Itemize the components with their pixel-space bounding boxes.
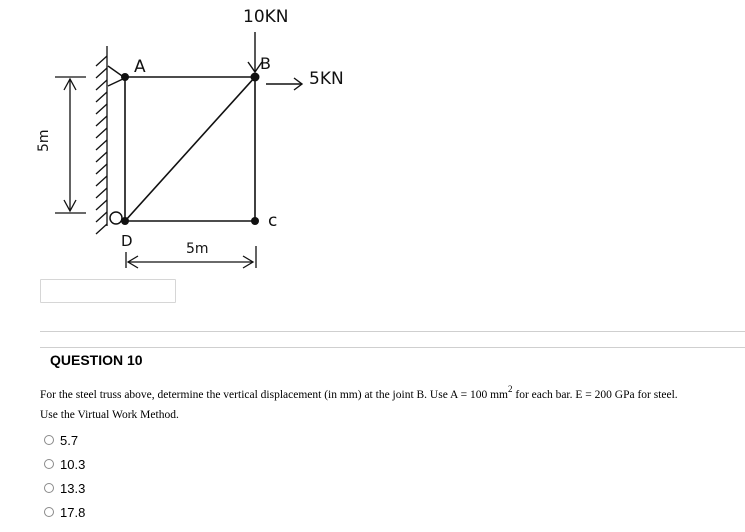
question-text-line1-end: for each bar. E = 200 GPa for steel. [512,389,678,401]
option-label: 5.7 [60,432,79,448]
option-label: 17.8 [60,504,86,520]
question-text-line1: For the steel truss above, determine the vertical displacement (in mm) at the joint B. Use A = 100 mm [40,389,508,401]
section-divider [40,331,745,332]
joint-a-label: A [134,57,146,77]
option-label: 13.3 [60,480,86,496]
option-2[interactable] [44,452,85,476]
radio-button[interactable] [44,459,54,469]
load-top-label: 10KN [243,7,289,27]
joint-b-label: B [260,54,271,73]
option-4[interactable] [44,500,85,524]
load-horizontal-arrow [266,78,302,90]
radio-button[interactable] [44,435,54,445]
answer-input[interactable] [40,279,176,303]
dimension-vertical [55,77,86,213]
question-header-divider [40,347,745,348]
radio-button[interactable] [44,483,54,493]
dim-vertical-label: 5m [36,129,52,152]
answer-options [44,428,85,524]
joint-a-dot [121,73,129,81]
joint-b-dot [251,73,260,82]
option-1[interactable] [44,428,85,452]
wall-support [96,46,107,234]
radio-button[interactable] [44,507,54,517]
load-right-label: 5KN [309,69,344,89]
joint-d-dot [121,217,129,225]
roller-d [110,212,122,224]
joint-c-label: c [268,211,278,231]
joint-c-dot [251,217,259,225]
option-label: 10.3 [60,456,86,472]
question-text-line2: Use the Virtual Work Method. [40,409,179,421]
joint-d-label: D [121,232,133,250]
option-3[interactable] [44,476,85,500]
truss-members [125,77,255,221]
dim-horizontal-label: 5m [186,241,209,257]
question-text [40,385,730,425]
question-text-exponent: 2 [507,384,513,394]
member-db [125,77,255,221]
question-title: QUESTION 10 [50,352,143,368]
